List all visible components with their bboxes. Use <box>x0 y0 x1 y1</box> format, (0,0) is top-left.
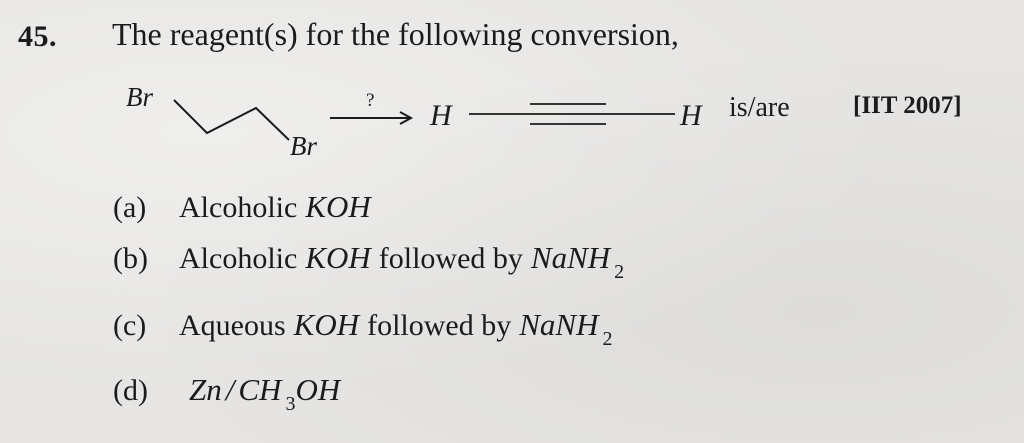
reactant-skeleton <box>174 100 289 140</box>
option-formula-2: NaNH $_2$ <box>530 240 625 283</box>
question-number: 45. <box>18 20 57 53</box>
reaction-tail-text: is/are <box>729 92 790 123</box>
option-formula: KOH <box>305 189 371 224</box>
option-formula-2: NaNH $_2$ <box>519 307 613 350</box>
option-prefix: Aqueous <box>179 309 286 342</box>
reactant-br-top: Br <box>126 82 153 112</box>
exam-source-tag: [IIT 2007] <box>853 92 962 119</box>
product-h-left: H <box>430 99 452 132</box>
option-middle-text: followed by <box>378 242 523 275</box>
option-label: (c) <box>113 309 147 342</box>
option-prefix: Alcoholic <box>179 242 298 275</box>
option-label: (d) <box>113 374 148 407</box>
option-middle-text: followed by <box>367 309 512 342</box>
product-h-right: H <box>680 99 702 132</box>
option-formula: Zn / CH $_3$OH <box>189 372 341 415</box>
option-b[interactable] <box>113 240 632 283</box>
question-stem: The reagent(s) for the following conversion, <box>112 16 679 52</box>
reactant-br-bottom: Br <box>290 131 317 161</box>
option-d[interactable] <box>113 372 348 415</box>
option-label: (b) <box>113 242 148 275</box>
option-c[interactable] <box>113 307 621 350</box>
option-label: (a) <box>113 191 147 224</box>
option-a[interactable] <box>113 189 379 225</box>
option-prefix: Alcoholic <box>179 191 298 224</box>
option-formula: KOH <box>305 240 371 275</box>
arrow-label: ? <box>366 90 375 111</box>
option-formula: KOH <box>293 307 360 342</box>
